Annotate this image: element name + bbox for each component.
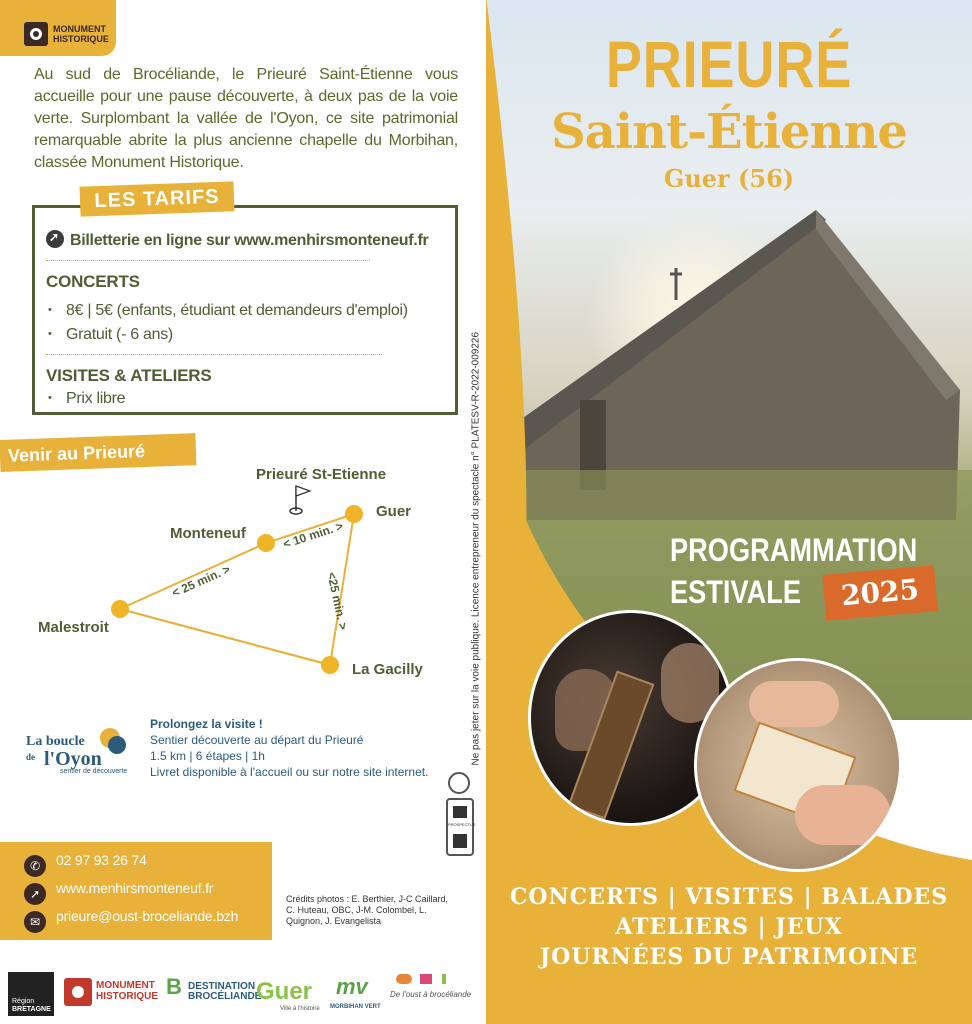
contact-web-text: www.menhirsmonteneuf.fr xyxy=(56,880,214,896)
map-label-lagacilly: La Gacilly xyxy=(352,661,423,678)
shape-green xyxy=(442,974,456,984)
boucle-logo-l1: La boucle xyxy=(26,734,85,749)
boucle-logo-l2: l'Oyon xyxy=(44,748,102,770)
map-label-monteneuf: Monteneuf xyxy=(170,525,246,542)
contact-email-text: prieure@oust-broceliande.bzh xyxy=(56,908,239,924)
boucle-oyon-logo xyxy=(24,724,130,780)
badge-text xyxy=(53,24,109,44)
prolong-block xyxy=(150,716,428,780)
dest-2: BROCÉLIANDE xyxy=(188,991,262,1002)
activities-line2: ATELIERS | JEUX xyxy=(615,914,843,940)
legal-vertical-text: Ne pas jeter sur la voie publique. Licence entrepreneur du spectacle n° PLATESV-R-2022-009226 xyxy=(470,331,482,766)
shape-pink xyxy=(420,974,432,984)
map-time-malestroit-monteneuf: < 25 min. > xyxy=(169,561,233,601)
tarifs-tag: LES TARIFS xyxy=(80,181,235,216)
hand xyxy=(795,785,891,845)
obc-text: De l'oust à brocéliande xyxy=(390,990,472,999)
concerts-title: CONCERTS xyxy=(46,272,140,291)
map-label-prieure: Prieuré St-Etienne xyxy=(256,466,387,483)
phone-icon: ✆ xyxy=(24,855,46,877)
contact-phone[interactable] xyxy=(24,852,147,877)
contact-box xyxy=(0,842,272,940)
arrow-link-icon xyxy=(46,230,64,248)
programmation-line1: PROGRAMMATION xyxy=(670,532,918,568)
boucle-logo-l3: sentier de découverte xyxy=(60,768,128,775)
intro-paragraph: Au sud de Brocéliande, le Prieuré Saint-Étienne vous accueille pour une pause découverte, à deux pas de la voie verte. Surplombant la vallée de l'Oyon, ce site patrimonial remarquable abrite la plus ancienne chapelle du Morbihan, classée Monument Historique. xyxy=(34,66,458,171)
morbihan-vert-logo: mv xyxy=(336,974,368,999)
cover-title: PRIEURÉ xyxy=(605,27,853,101)
flag-icon xyxy=(290,486,310,514)
map-dot-guer xyxy=(345,505,363,523)
map-time-guer-lagacilly: <25 min. > xyxy=(324,570,351,632)
cover-panel xyxy=(486,0,972,1024)
map-label-malestroit: Malestroit xyxy=(38,619,109,636)
prolong-title: Prolongez la visite ! xyxy=(150,717,263,731)
photo-credits: Crédits photos : E. Berthier, J-C Caillard, C. Huteau, OBC, J-M. Colombel, L. Quignon, J. Evangelista xyxy=(286,894,449,926)
monument-historique-logo xyxy=(64,978,92,1006)
badge-line2: HISTORIQUE xyxy=(53,34,109,44)
recycling-logos xyxy=(444,772,476,856)
trash-icon xyxy=(446,798,474,856)
venir-tag: Venir au Prieuré xyxy=(0,433,196,472)
prospectus-label: PROSPECTUS xyxy=(448,822,476,827)
partner-logos xyxy=(0,968,486,1024)
morbihan-vert-text: MORBIHAN VERT xyxy=(330,1004,381,1010)
map-time-monteneuf-guer: < 10 min. > xyxy=(281,518,345,552)
legal-vertical-note xyxy=(466,331,486,780)
map-dot-monteneuf xyxy=(257,534,275,552)
shape-orange xyxy=(396,974,412,984)
activities-line3: JOURNÉES DU PATRIMOINE xyxy=(539,944,919,970)
prolong-line2: 1.5 km | 6 étapes | 1h xyxy=(150,749,265,763)
arrow-link-icon: ➚ xyxy=(24,883,46,905)
monument-historique-text xyxy=(96,980,158,1002)
photo-workshop xyxy=(694,658,902,872)
db-b-icon: B xyxy=(166,974,182,999)
cover-location: Guer (56) xyxy=(663,164,795,193)
guer-logo: Guer xyxy=(256,978,313,1005)
concerts-item-free: • Gratuit (- 6 ans) xyxy=(66,326,173,344)
map-dot-malestroit xyxy=(111,600,129,618)
online-ticketing[interactable] xyxy=(46,230,428,250)
monument-historique-badge xyxy=(0,0,116,56)
divider xyxy=(46,260,370,261)
prolong-line1: Sentier découverte au départ du Prieuré xyxy=(150,733,364,747)
visites-title: VISITES & ATELIERS xyxy=(46,366,212,385)
divider xyxy=(46,354,382,355)
monument-seal-icon xyxy=(24,22,48,46)
hand xyxy=(749,681,839,727)
recycle-icon xyxy=(448,772,470,794)
mh-2: HISTORIQUE xyxy=(96,991,159,1002)
mail-icon: ✉ xyxy=(24,911,46,933)
region-bretagne-logo xyxy=(8,972,54,1016)
destination-broceliande-logo xyxy=(166,974,262,1002)
region-a: Région xyxy=(12,998,35,1005)
contact-phone-text: 02 97 93 26 74 xyxy=(56,852,147,868)
programmation-line2: ESTIVALE xyxy=(670,574,801,610)
concerts-item-price: • 8€ | 5€ (enfants, étudiant et demandeurs d'emploi) xyxy=(66,302,408,320)
mh-1: MONUMENT xyxy=(96,980,155,991)
badge-line1: MONUMENT xyxy=(53,24,106,34)
online-ticketing-text: Billetterie en ligne sur www.menhirsmonteneuf.fr xyxy=(70,232,429,249)
dest-1: DESTINATION xyxy=(188,981,256,992)
cover-subtitle: Saint-Étienne xyxy=(551,104,907,160)
boucle-logo-de: de xyxy=(26,752,35,762)
oust-broceliande-logo xyxy=(390,974,474,1014)
map-label-guer: Guer xyxy=(376,503,412,520)
access-map xyxy=(0,460,486,720)
activities-line1: CONCERTS | VISITES | BALADES xyxy=(509,884,949,910)
map-dot-lagacilly xyxy=(321,656,339,674)
visites-item-price: • Prix libre xyxy=(66,390,125,408)
wave-icon xyxy=(108,736,126,754)
region-b: BRETAGNE xyxy=(12,1006,51,1013)
guer-sub: Ville à l'histoire xyxy=(280,1006,320,1012)
route-malestroit-lagacilly xyxy=(120,609,330,665)
prolong-line3: Livret disponible à l'accueil ou sur notre site internet. xyxy=(150,765,429,779)
contact-email[interactable] xyxy=(24,908,238,933)
year-badge: 2025 xyxy=(822,565,938,621)
contact-web[interactable] xyxy=(24,880,213,905)
